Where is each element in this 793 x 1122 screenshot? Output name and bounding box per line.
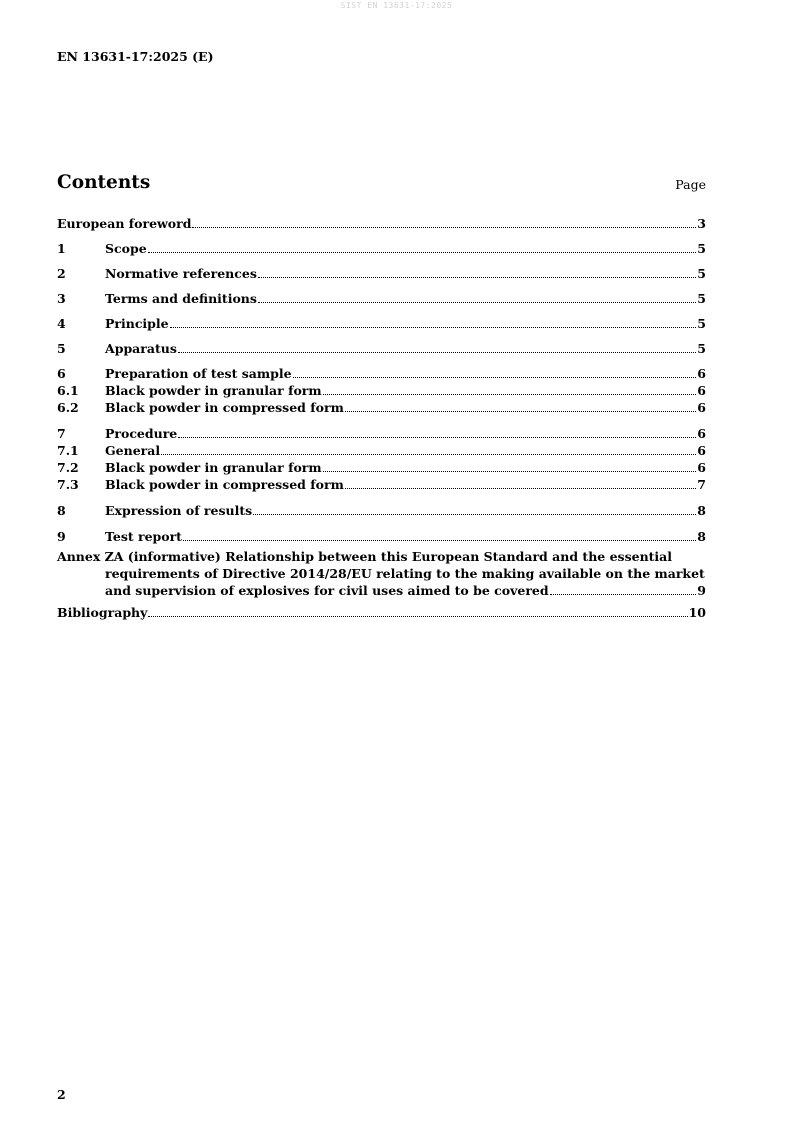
toc-entry-page: 6 <box>697 400 706 415</box>
annex-title-line-2: requirements of Directive 2014/28/EU relating to the making available on the market <box>105 566 705 581</box>
toc-dot-leader <box>258 302 696 303</box>
toc-entry-page: 5 <box>697 291 706 306</box>
toc-entry-page: 6 <box>697 443 706 458</box>
toc-entry-expression-of-results[interactable] <box>57 502 706 519</box>
toc-dot-leader <box>258 277 696 278</box>
annex-title-line-1: Annex ZA (informative) Relationship between this European Standard and the essential <box>57 549 673 564</box>
toc-dot-leader <box>170 327 697 328</box>
toc-dot-leader <box>253 514 696 515</box>
toc-entry-title: Black powder in granular form <box>105 460 322 475</box>
toc-dot-leader <box>148 616 687 617</box>
document-header: EN 13631-17:2025 (E) <box>57 49 214 64</box>
toc-dot-leader <box>345 411 697 412</box>
toc-dot-leader <box>192 227 696 228</box>
toc-entry-preparation-of-test-sample[interactable] <box>57 365 706 382</box>
toc-entry-title: Black powder in granular form <box>105 383 322 398</box>
toc-entry-title: Normative references <box>105 266 257 281</box>
toc-entry-title: Preparation of test sample <box>105 366 292 381</box>
toc-dot-leader <box>183 540 696 541</box>
toc-entry-6-2[interactable] <box>57 399 706 416</box>
toc-entry-apparatus[interactable] <box>57 340 706 357</box>
toc-entry-page: 6 <box>697 366 706 381</box>
toc-entry-number: 6.1 <box>57 383 79 398</box>
toc-entry-title: General <box>105 443 161 458</box>
toc-entry-page: 6 <box>697 460 706 475</box>
toc-entry-number: 4 <box>57 316 66 331</box>
toc-entry-7-1[interactable] <box>57 442 706 459</box>
page-number: 2 <box>57 1087 66 1102</box>
toc-entry-title: Principle <box>105 316 169 331</box>
toc-dot-leader <box>178 437 696 438</box>
toc-dot-leader <box>345 488 697 489</box>
toc-entry-page: 6 <box>697 383 706 398</box>
toc-entry-page: 6 <box>697 426 706 441</box>
toc-entry-procedure[interactable] <box>57 425 706 442</box>
toc-entry-page: 3 <box>697 216 706 231</box>
contents-title: Contents <box>57 172 151 193</box>
toc-entry-title: Scope <box>105 241 147 256</box>
toc-entry-title: Black powder in compressed form <box>105 400 344 415</box>
toc-entry-number: 7 <box>57 426 66 441</box>
toc-entry-number: 6.2 <box>57 400 79 415</box>
toc-entry-title: Black powder in compressed form <box>105 477 344 492</box>
toc-entry-number: 5 <box>57 341 66 356</box>
toc-entry-scope[interactable] <box>57 240 706 257</box>
toc-entry-normative-references[interactable] <box>57 265 706 282</box>
toc-dot-leader <box>148 252 697 253</box>
watermark: SIST EN 13631-17:2025 <box>340 1 453 10</box>
toc-dot-leader <box>293 377 697 378</box>
toc-entry-title: Apparatus <box>105 341 177 356</box>
toc-dot-leader <box>323 394 697 395</box>
toc-entry-number: 6 <box>57 366 66 381</box>
toc-entry-title: Terms and definitions <box>105 291 257 306</box>
toc-entry-title: European foreword <box>57 216 192 231</box>
toc-entry-title: Test report <box>105 529 182 544</box>
toc-entry-page: 5 <box>697 316 706 331</box>
toc-entry-page: 10 <box>688 605 706 620</box>
toc-entry-test-report[interactable] <box>57 528 706 545</box>
toc-entry-annex-za[interactable] <box>57 548 706 599</box>
toc-entry-page: 5 <box>697 266 706 281</box>
toc-entry-page: 8 <box>697 503 706 518</box>
toc-entry-number: 1 <box>57 241 66 256</box>
toc-entry-page: 8 <box>697 529 706 544</box>
toc-entry-number: 8 <box>57 503 66 518</box>
toc-entry-page: 7 <box>697 477 706 492</box>
page-column-label: Page <box>675 177 706 192</box>
toc-entry-bibliography[interactable] <box>57 604 706 621</box>
toc-dot-leader <box>323 471 697 472</box>
toc-dot-leader <box>550 594 697 595</box>
toc-entry-number: 2 <box>57 266 66 281</box>
toc-entry-7-3[interactable] <box>57 476 706 493</box>
toc-dot-leader <box>161 454 696 455</box>
toc-entry-number: 7.3 <box>57 477 79 492</box>
toc-entry-page: 5 <box>697 341 706 356</box>
toc-entry-page: 5 <box>697 241 706 256</box>
toc-dot-leader <box>178 352 696 353</box>
toc-entry-terms-and-definitions[interactable] <box>57 290 706 307</box>
toc-entry-title: Expression of results <box>105 503 253 518</box>
annex-title-line-3 <box>57 582 706 599</box>
toc-entry-6-1[interactable] <box>57 382 706 399</box>
toc-entry-number: 9 <box>57 529 66 544</box>
toc-entry-page: 9 <box>697 583 706 598</box>
toc-entry-title: Procedure <box>105 426 178 441</box>
toc-entry-number: 7.2 <box>57 460 79 475</box>
toc-entry-principle[interactable] <box>57 315 706 332</box>
toc-entry-7-2[interactable] <box>57 459 706 476</box>
annex-title-line-3-text: and supervision of explosives for civil uses aimed to be covered <box>105 583 549 598</box>
toc-entry-foreword[interactable] <box>57 215 706 232</box>
toc-entry-title: Bibliography <box>57 605 148 620</box>
toc-entry-number: 3 <box>57 291 66 306</box>
table-of-contents <box>57 215 706 621</box>
toc-entry-number: 7.1 <box>57 443 79 458</box>
